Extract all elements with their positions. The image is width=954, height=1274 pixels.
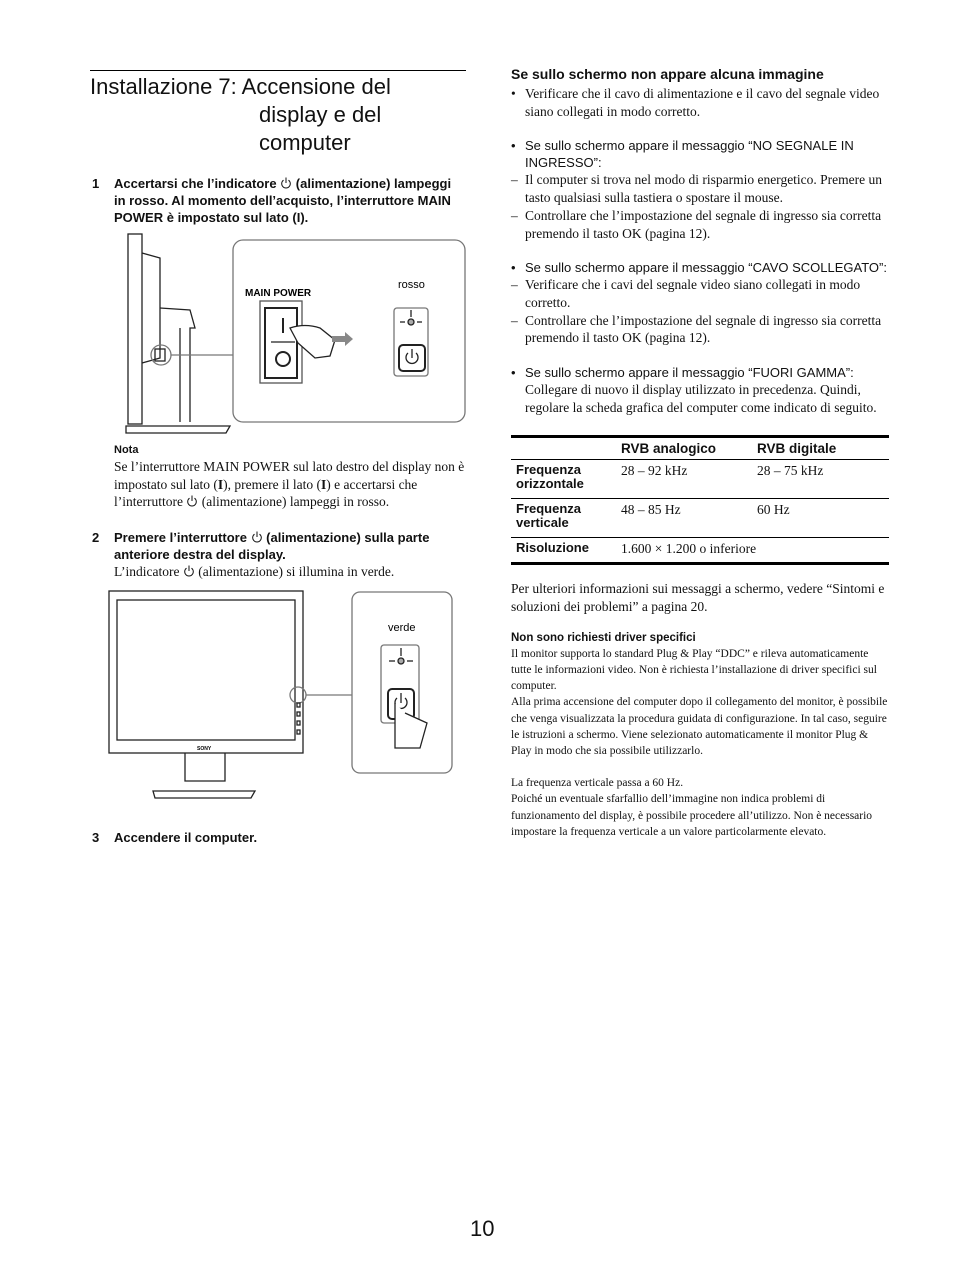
step-text: L’indicatore (114, 564, 183, 579)
table-cell: 60 Hz (752, 499, 889, 538)
table-cell: 28 – 92 kHz (616, 460, 752, 499)
step-text: Accendere il computer. (114, 830, 258, 845)
step-text: Accertarsi che l’indicatore (114, 176, 281, 191)
note-text-part: ), premere il lato ( (223, 476, 321, 492)
message-title-text: Se sullo schermo appare il messaggio “NO SEGNALE IN INGRESSO”: (525, 138, 854, 171)
list-item: – Controllare che l’impostazione del segnale di ingresso sia corretta premendo il tasto OK (pagina 12). (511, 207, 882, 241)
message-title-text: Se sullo schermo appare il messaggio “CAVO SCOLLEGATO”: (525, 260, 887, 276)
table-cell: 1.600 × 1.200 o inferiore (616, 538, 889, 564)
step-text: (alimentazione) si illumina in verde. (194, 564, 395, 579)
list-item-text: Verificare che i cavi del segnale video siano collegati in modo corretto. (525, 277, 861, 310)
table-cell: 48 – 85 Hz (616, 499, 752, 538)
main-power-label: MAIN POWER (245, 288, 312, 299)
led-color-label: verde (388, 622, 416, 634)
column-header: RVB analogico (616, 437, 752, 460)
note-heading: Nota (114, 444, 139, 456)
list-item: – Verificare che i cavi del segnale video siano collegati in modo corretto. (511, 277, 861, 310)
list-item-text: Controllare che l’impostazione del segnale di ingresso sia corretta premendo il tasto OK (pagina 12). (525, 207, 882, 241)
title-line: Installazione 7: Accensione del (90, 74, 391, 99)
table-row (511, 538, 889, 564)
list-item: – Controllare che l’impostazione del segnale di ingresso sia corretta premendo il tasto OK (pagina 12). (511, 312, 882, 346)
table-row (511, 499, 889, 538)
power-icon (251, 531, 263, 543)
driver-text: Il monitor supporta lo standard Plug & Play “DDC” e rileva automaticamente tutte le informazioni video. Non è richiesta l’installazione di driver specifici sul computer. (511, 647, 877, 693)
row-header: Risoluzione (511, 538, 616, 564)
note-text-part: ) e accertarsi che l’interruttore (114, 476, 418, 510)
note (114, 442, 466, 511)
bullet-item: • Verificare che il cavo di alimentazione e il cavo del segnale video siano collegati in modo corretto. (511, 86, 880, 119)
step-text: Premere l’interruttore (114, 530, 251, 545)
row-header: Frequenza verticale (511, 499, 616, 538)
section-heading: Se sullo schermo non appare alcuna immagine (511, 66, 824, 82)
page-title (90, 70, 466, 157)
step-number: 1 (92, 176, 100, 191)
frequency-text: La frequenza verticale passa a 60 Hz. (511, 777, 684, 790)
row-header: Frequenza orizzontale (511, 460, 616, 499)
step-number: 3 (92, 830, 100, 845)
message-no-signal (511, 137, 889, 242)
troubleshooting-section (511, 65, 889, 840)
power-icon (186, 495, 198, 507)
message-cable-disconnected (511, 259, 889, 347)
figure-front-power-button (105, 588, 460, 803)
column-header: RVB digitale (752, 437, 889, 460)
message-out-of-range (511, 364, 889, 416)
driver-text: Alla prima accensione del computer dopo il collegamento del monitor, è possibile che venga visualizzata la procedura guidata di configurazione. In tal caso, seguire le istruzioni a schermo. Viene selezionato automaticamente il monitor Plug & Play in modo che sia possibile utilizzarlo. (511, 696, 888, 758)
step-text: (alimentazione) lampeggi in rosso. Al momento dell’acquisto, l’interruttore MAIN POWER è impostato sul lato (I). (114, 176, 452, 225)
table-cell: 28 – 75 kHz (752, 460, 889, 499)
step-2-result (114, 563, 466, 581)
message-title: • Se sullo schermo appare il messaggio “FUORI GAMMA”: (511, 365, 854, 381)
message-title-text: Se sullo schermo appare il messaggio “FUORI GAMMA”: (525, 365, 854, 381)
title-line: display e del (259, 102, 382, 127)
note-text (114, 458, 466, 511)
list-item: – Il computer si trova nel modo di risparmio energetico. Premere un tasto qualsiasi sulla tastiera o spostare il mouse. (511, 172, 883, 206)
note-text-part: I (217, 476, 224, 492)
message-text: Collegare di nuovo il display utilizzato in precedenza. Quindi, regolare la scheda grafica del computer come indicato di seguito. (525, 382, 877, 415)
note-text-part: Se l’interruttore MAIN POWER sul lato destro del display non è impostato sul lato ( (114, 459, 465, 492)
table-header-row (511, 437, 889, 460)
power-icon (183, 565, 195, 577)
note-text-part: (alimentazione) lampeggi in rosso. (198, 494, 390, 510)
frequency-text: Poiché un eventuale sfarfallio dell’immagine non indica problemi di funzionamento del display, è possibile procedere all’utilizzo. Non è necessario impostare la frequenza verticale a un valore particolarmente elevato. (511, 793, 873, 838)
brand-logo: SONY (197, 746, 212, 752)
message-title: • Se sullo schermo appare il messaggio “NO SEGNALE IN INGRESSO”: (511, 138, 854, 171)
page-number: 10 (470, 1216, 495, 1241)
more-info-text: Per ulteriori informazioni sui messaggi a schermo, vedere “Sintomi e soluzioni dei problemi” a pagina 20. (511, 581, 885, 615)
title-line: computer (259, 130, 351, 155)
column-header (511, 437, 616, 460)
bullet-text: Verificare che il cavo di alimentazione e il cavo del segnale video siano collegati in modo corretto. (525, 86, 880, 119)
step-3 (92, 829, 466, 846)
step-text: (alimentazione) sulla parte anteriore destra del display. (114, 530, 430, 562)
list-item-text: Controllare che l’impostazione del segnale di ingresso sia corretta premendo il tasto OK (pagina 12). (525, 312, 882, 346)
led-color-label: rosso (398, 279, 425, 291)
note-text-part: I (320, 476, 327, 492)
power-icon (280, 177, 292, 189)
figure-main-power-switch (120, 228, 470, 438)
message-title: • Se sullo schermo appare il messaggio “CAVO SCOLLEGATO”: (511, 260, 887, 276)
list-item-text: Il computer si trova nel modo di risparmio energetico. Premere un tasto qualsiasi sulla tastiera o spostare il mouse. (525, 172, 883, 206)
table-row (511, 460, 889, 499)
step-1 (92, 175, 464, 226)
signal-spec-table (511, 435, 889, 565)
step-number: 2 (92, 530, 100, 545)
step-2 (92, 529, 466, 581)
driver-heading: Non sono richiesti driver specifici (511, 631, 696, 644)
